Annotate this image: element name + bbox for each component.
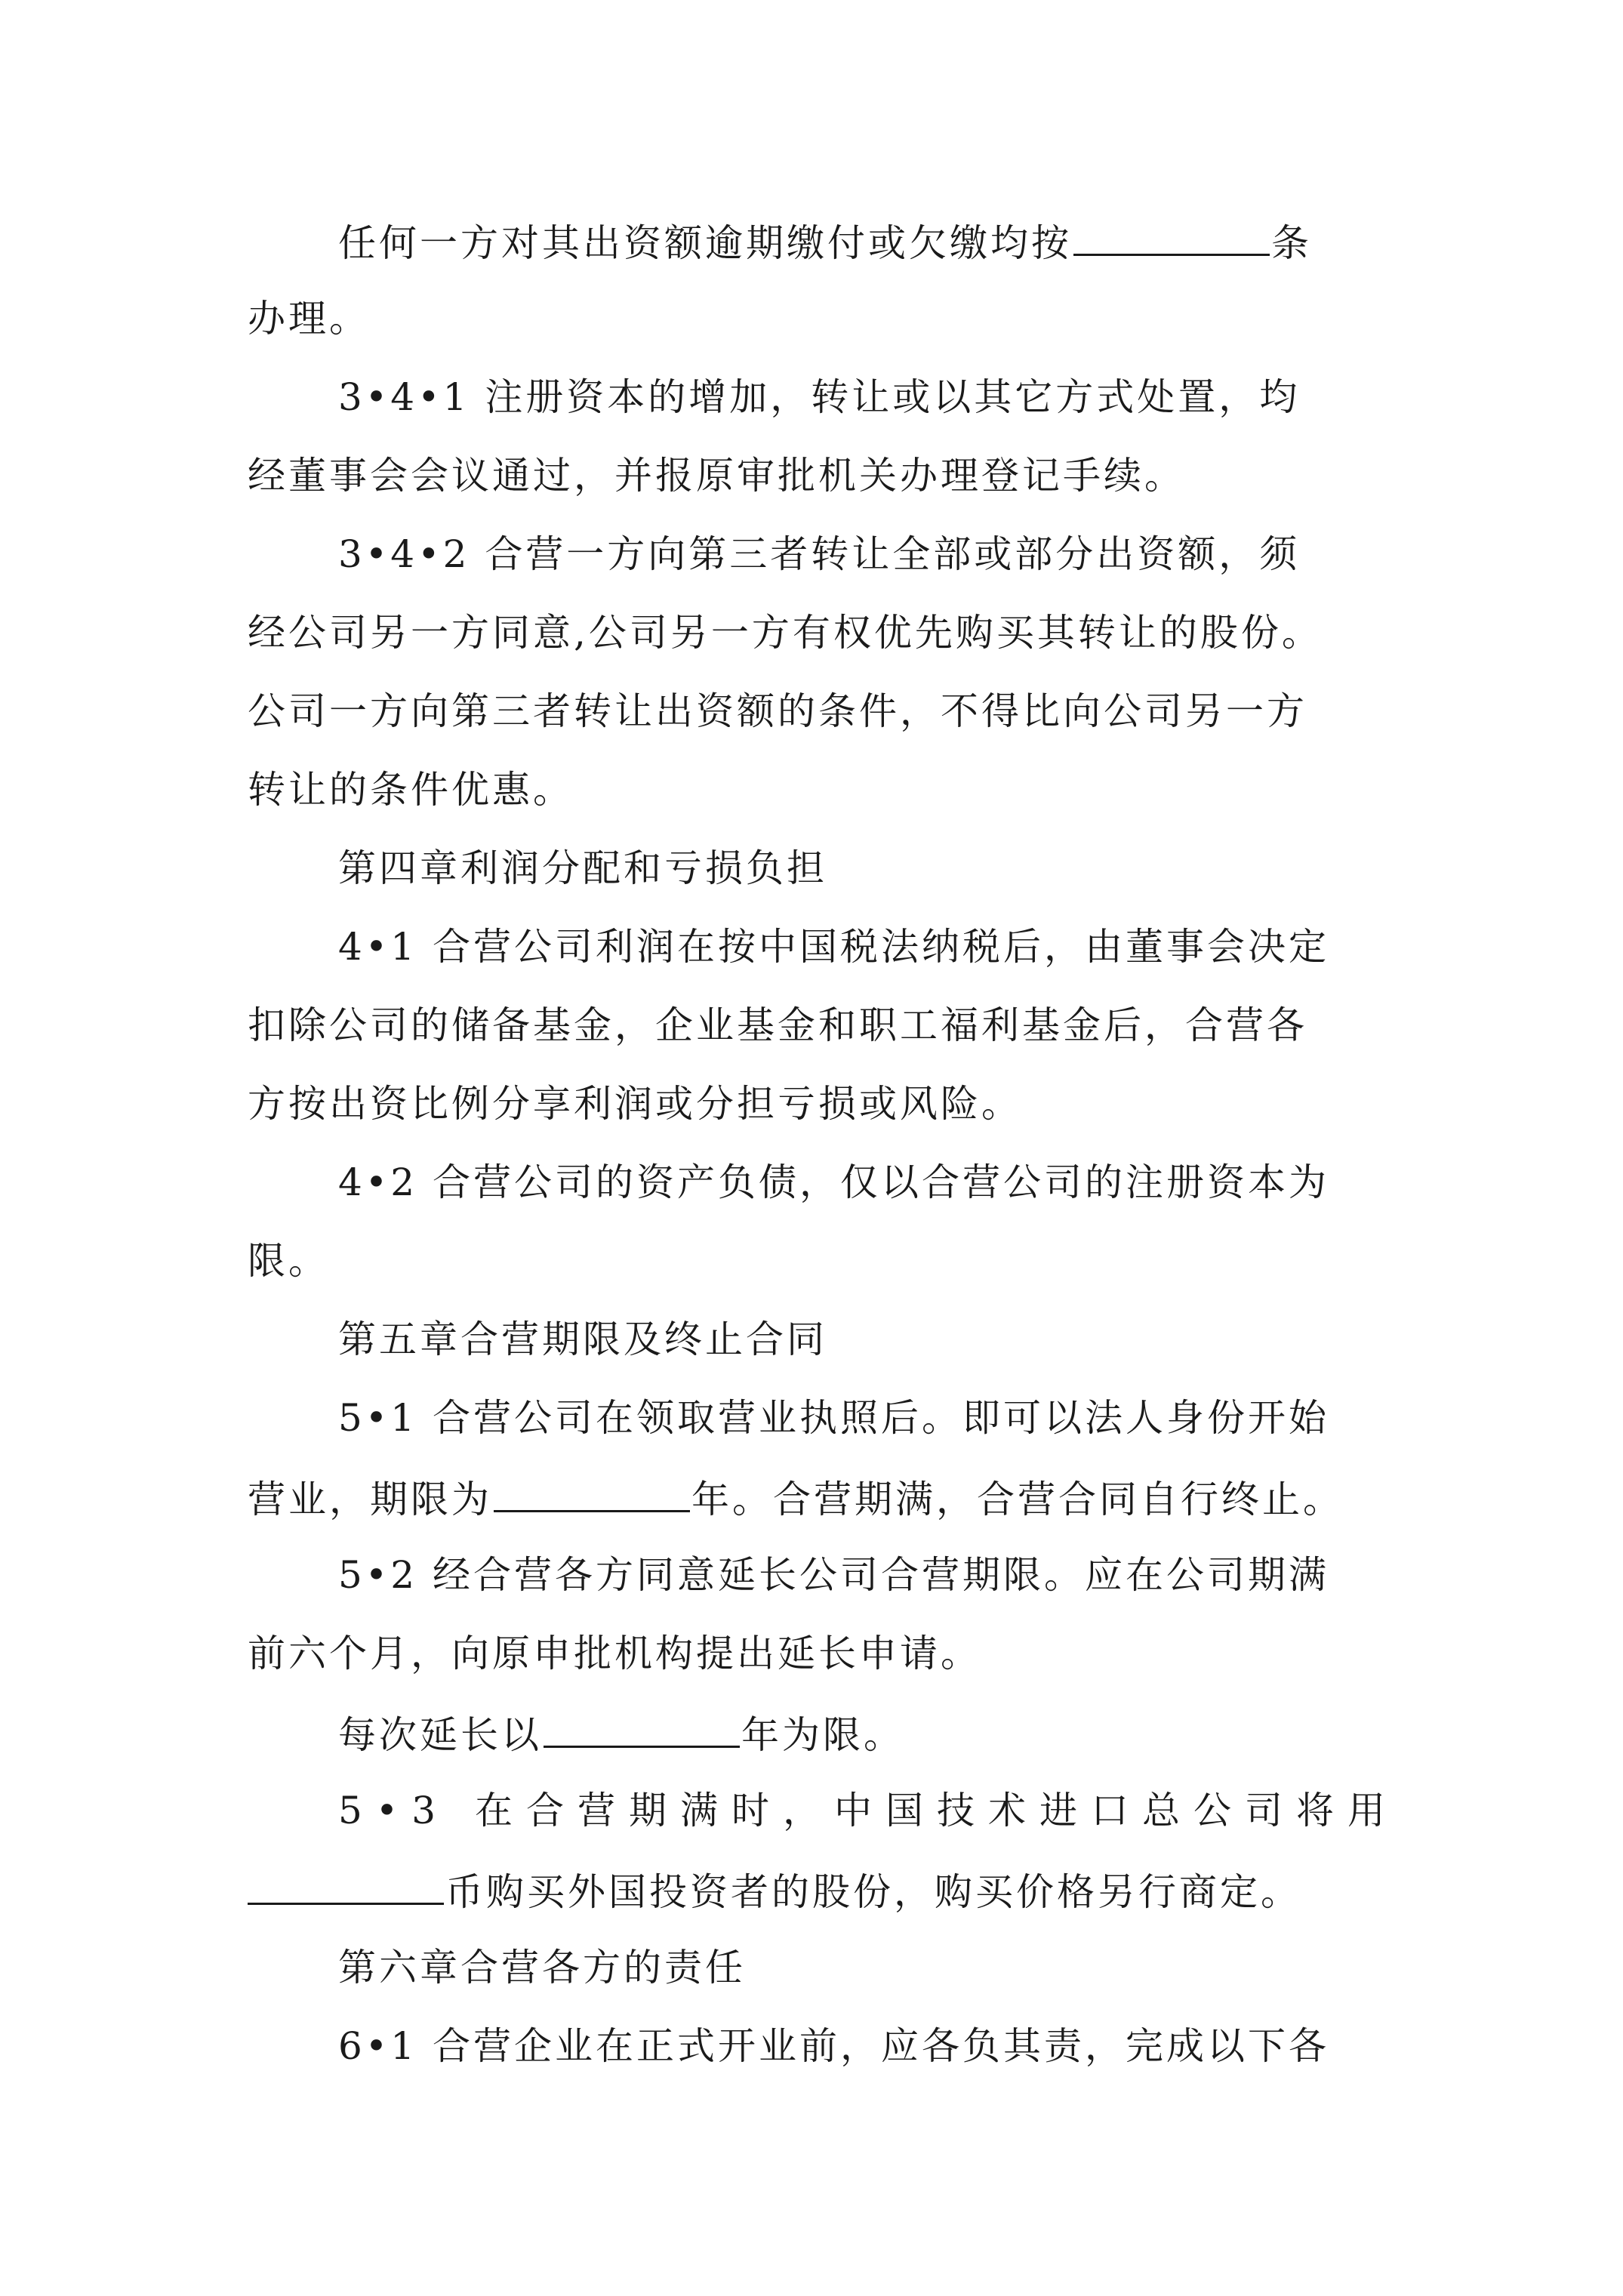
- paragraph-line: [248, 1474, 1410, 1522]
- text: 每次延长以: [338, 1713, 542, 1757]
- paragraph-line: 限。: [248, 1239, 329, 1283]
- paragraph-line: 方按出资比例分享利润或分担亏损或风险。: [248, 1082, 1022, 1126]
- paragraph-line: 3•4•1 注册资本的增加，转让或以其它方式处置，均: [338, 375, 1301, 419]
- paragraph-line: 前六个月，向原申批机构提出延长申请。: [248, 1632, 981, 1675]
- paragraph-line: 5•3 在合营期满时，中国技术进口总公司将用: [338, 1789, 1400, 1832]
- text: 币购买外国投资者的股份，购买价格另行商定。: [445, 1870, 1301, 1914]
- text: 年。合营期满，合营合同自行终止。: [691, 1478, 1344, 1521]
- paragraph-line: 4•1 合营公司利润在按中国税法纳税后，由董事会决定: [338, 925, 1330, 969]
- text: 条: [1271, 221, 1312, 265]
- text: 营业，期限为: [248, 1478, 492, 1521]
- paragraph-line: [338, 217, 1501, 266]
- chapter-heading: 第五章合营期限及终止合同: [338, 1318, 827, 1361]
- paragraph-line: [338, 1709, 1501, 1758]
- fill-in-blank: [494, 1474, 690, 1512]
- paragraph-line: 扣除公司的储备基金，企业基金和职工福利基金后，合营各: [248, 1003, 1307, 1047]
- text: 年为限。: [741, 1713, 904, 1757]
- fill-in-blank: [544, 1709, 740, 1748]
- fill-in-blank: [1073, 217, 1270, 256]
- chapter-heading: 第六章合营各方的责任: [338, 1946, 746, 1989]
- fill-in-blank: [248, 1866, 444, 1905]
- paragraph-line: 经董事会会议通过，并报原审批机关办理登记手续。: [248, 454, 1185, 498]
- paragraph-line: 3•4•2 合营一方向第三者转让全部或部分出资额，须: [338, 532, 1301, 576]
- paragraph-line: 4•2 合营公司的资产负债，仅以合营公司的注册资本为: [338, 1160, 1330, 1204]
- paragraph-line: 5•1 合营公司在领取营业执照后。即可以法人身份开始: [338, 1396, 1330, 1440]
- chapter-heading: 第四章利润分配和亏损负担: [338, 846, 827, 890]
- text: 任何一方对其出资额逾期缴付或欠缴均按: [338, 221, 1072, 265]
- paragraph-line: 6•1 合营企业在正式开业前，应各负其责，完成以下各: [338, 2024, 1330, 2068]
- paragraph-line: 经公司另一方同意,公司另一方有权优先购买其转让的股份。: [248, 611, 1323, 655]
- paragraph-line: [248, 1866, 1410, 1915]
- paragraph-line: 办理。: [248, 297, 370, 341]
- paragraph-line: 公司一方向第三者转让出资额的条件，不得比向公司另一方: [248, 689, 1307, 733]
- paragraph-line: 5•2 经合营各方同意延长公司合营期限。应在公司期满: [338, 1553, 1330, 1597]
- paragraph-line: 转让的条件优惠。: [248, 768, 574, 812]
